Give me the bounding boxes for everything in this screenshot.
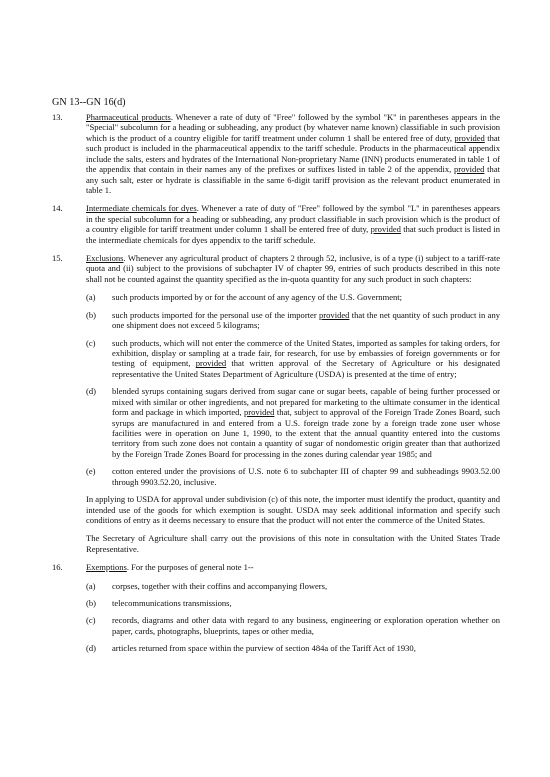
note-16 (52, 562, 500, 572)
note-text: that such product is included in the pharmaceutical appendix to the tariff schedule. Products in the pharmaceutical appendix include the salts, esters and hydrates of the International Non-proprietary Name (INN) products enumerated in table 1 of the appendix that contain in their names any of the prefixes or suffixes listed in table 2 of the appendix, (86, 132, 501, 175)
item-label: (a) (86, 292, 96, 303)
item-text: such products imported for the personal use of the importer (112, 309, 320, 320)
item-label: (b) (86, 598, 96, 609)
note-15-item-e (52, 466, 500, 487)
item-label: (b) (86, 309, 96, 320)
item-text: telecommunications transmissions, (112, 598, 232, 609)
note-16-item-b (52, 598, 500, 608)
note-text: that such product is listed in the intermediate chemicals for dyes appendix to the tariff schedule. (86, 224, 500, 245)
note-number: 13. (52, 112, 63, 122)
item-text: cotton entered under the provisions of U.S. note 6 to subchapter III of chapter 99 and subheadings 9903.52.00 through 9903.52.20, inclusive. (112, 466, 500, 487)
item-text: records, diagrams and other data with regard to any business, engineering or exploration operation whether on paper, cards, photographs, blueprints, tapes or other media, (112, 615, 500, 636)
page-header: GN 13--GN 16(d) (52, 97, 126, 108)
item-label: (c) (86, 615, 96, 626)
note-15 (52, 253, 500, 284)
note-text: . Whenever a rate of duty of "Free" followed by the symbol "K" in parentheses appears in the "Special" subcolumn for a heading or subheading, any product (by whatever name known) classifiable in such provision which is the product of a country eligible for tariff treatment under column 1 shall be entered free of duty, (86, 112, 500, 143)
provided-term: provided (195, 358, 227, 369)
item-label: (a) (86, 580, 96, 591)
item-text: articles returned from space within the purview of section 484a of the Tariff Act of 1930, (112, 643, 416, 654)
item-text: that written approval of the Secretary of Agriculture or his designated representative the United States Department of Agriculture (USDA) is presented at the time of entry; (112, 358, 500, 379)
note-15-paragraph-secretary: The Secretary of Agriculture shall carry out the provisions of this note in consultation with the United States Trade Representative. (86, 533, 500, 554)
note-text: . Whenever any agricultural product of chapters 2 through 52, inclusive, is of a type (i) subject to a tariff-rate quota and (ii) subject to the provisions of subchapter IV of chapter 99, entries of such products described in this note shall not be counted against the quantity specified as the in-quota quantity for any such product in such chapters: (86, 253, 500, 284)
item-label: (c) (86, 337, 96, 348)
note-15-item-d (52, 386, 500, 459)
note-title: Exclusions (86, 253, 124, 264)
note-15-item-b (52, 310, 500, 331)
note-16-item-a (52, 581, 500, 591)
item-text: such products imported by or for the account of any agency of the U.S. Government; (112, 292, 403, 303)
note-15-item-a (52, 292, 500, 302)
note-number: 14. (52, 203, 63, 214)
note-text: . For the purposes of general note 1-- (126, 562, 254, 573)
provided-term: provided (319, 309, 350, 320)
provided-term: provided (454, 132, 485, 143)
item-text: such products, which will not enter the commerce of the United States, imported as samples for taking orders, for exhibition, display or sampling at a trade fair, for research, for use by embassies of foreign governments or for testing of equipment, (112, 337, 500, 369)
note-15-paragraph-usda: In applying to USDA for approval under subdivision (c) of this note, the importer must identify the product, quantity and intended use of the goods for which exemption is sought. USDA may seek additional information and specify such conditions of entry as it deems necessary to ensure that the product will not enter the commerce of the United States. (86, 494, 500, 525)
note-title: Pharmaceutical products (86, 112, 171, 122)
item-label: (d) (86, 386, 96, 397)
note-16-item-d (52, 643, 500, 653)
note-text: . Whenever a rate of duty of "Free" followed by the symbol "L" in parentheses appears in the special subcolumn for a heading or subheading, any product classifiable in such provision which is the product of a country eligible for tariff treatment under column 1 shall be entered free of duty, (86, 203, 500, 235)
note-14 (52, 203, 500, 245)
note-15-item-c (52, 338, 500, 380)
note-title: Exemptions (86, 562, 127, 573)
provided-term: provided (370, 224, 401, 235)
note-number: 16. (52, 562, 63, 573)
note-number: 15. (52, 253, 63, 264)
note-title: Intermediate chemicals for dyes (86, 203, 197, 214)
note-text: that any such salt, ester or hydrate is classifiable in the same 6-digit tariff provision as the relevant product enumerated in table 1. (86, 164, 501, 195)
item-text: blended syrups containing sugars derived from sugar cane or sugar beets, capable of being further processed or mixed with similar or other ingredients, and not prepared for marketing to the ultimate consumer in the identical form and package in which imported, (112, 386, 500, 418)
provided-term: provided (244, 407, 275, 418)
provided-term: provided (454, 164, 485, 175)
item-text: that, subject to approval of the Foreign Trade Zones Board, such syrups are manufactured in and entered from a U.S. foreign trade zone by a foreign trade zone user whose facilities were in operation on June 1, 1990, to the extent that the annual quantity entered into the customs territory from such zone does not contain a quantity of sugar of nondomestic origin greater than that authorized by the Foreign Trade Zones Board for processing in the zones during calendar year 1985; and (112, 407, 500, 459)
item-text: that the net quantity of such product in any one shipment does not exceed 5 kilograms; (112, 309, 500, 331)
item-text: corpses, together with their coffins and accompanying flowers, (112, 580, 328, 591)
note-16-item-c (52, 615, 500, 636)
item-label: (d) (86, 643, 96, 654)
document-body (52, 112, 500, 661)
item-label: (e) (86, 466, 96, 477)
note-13 (52, 112, 500, 195)
